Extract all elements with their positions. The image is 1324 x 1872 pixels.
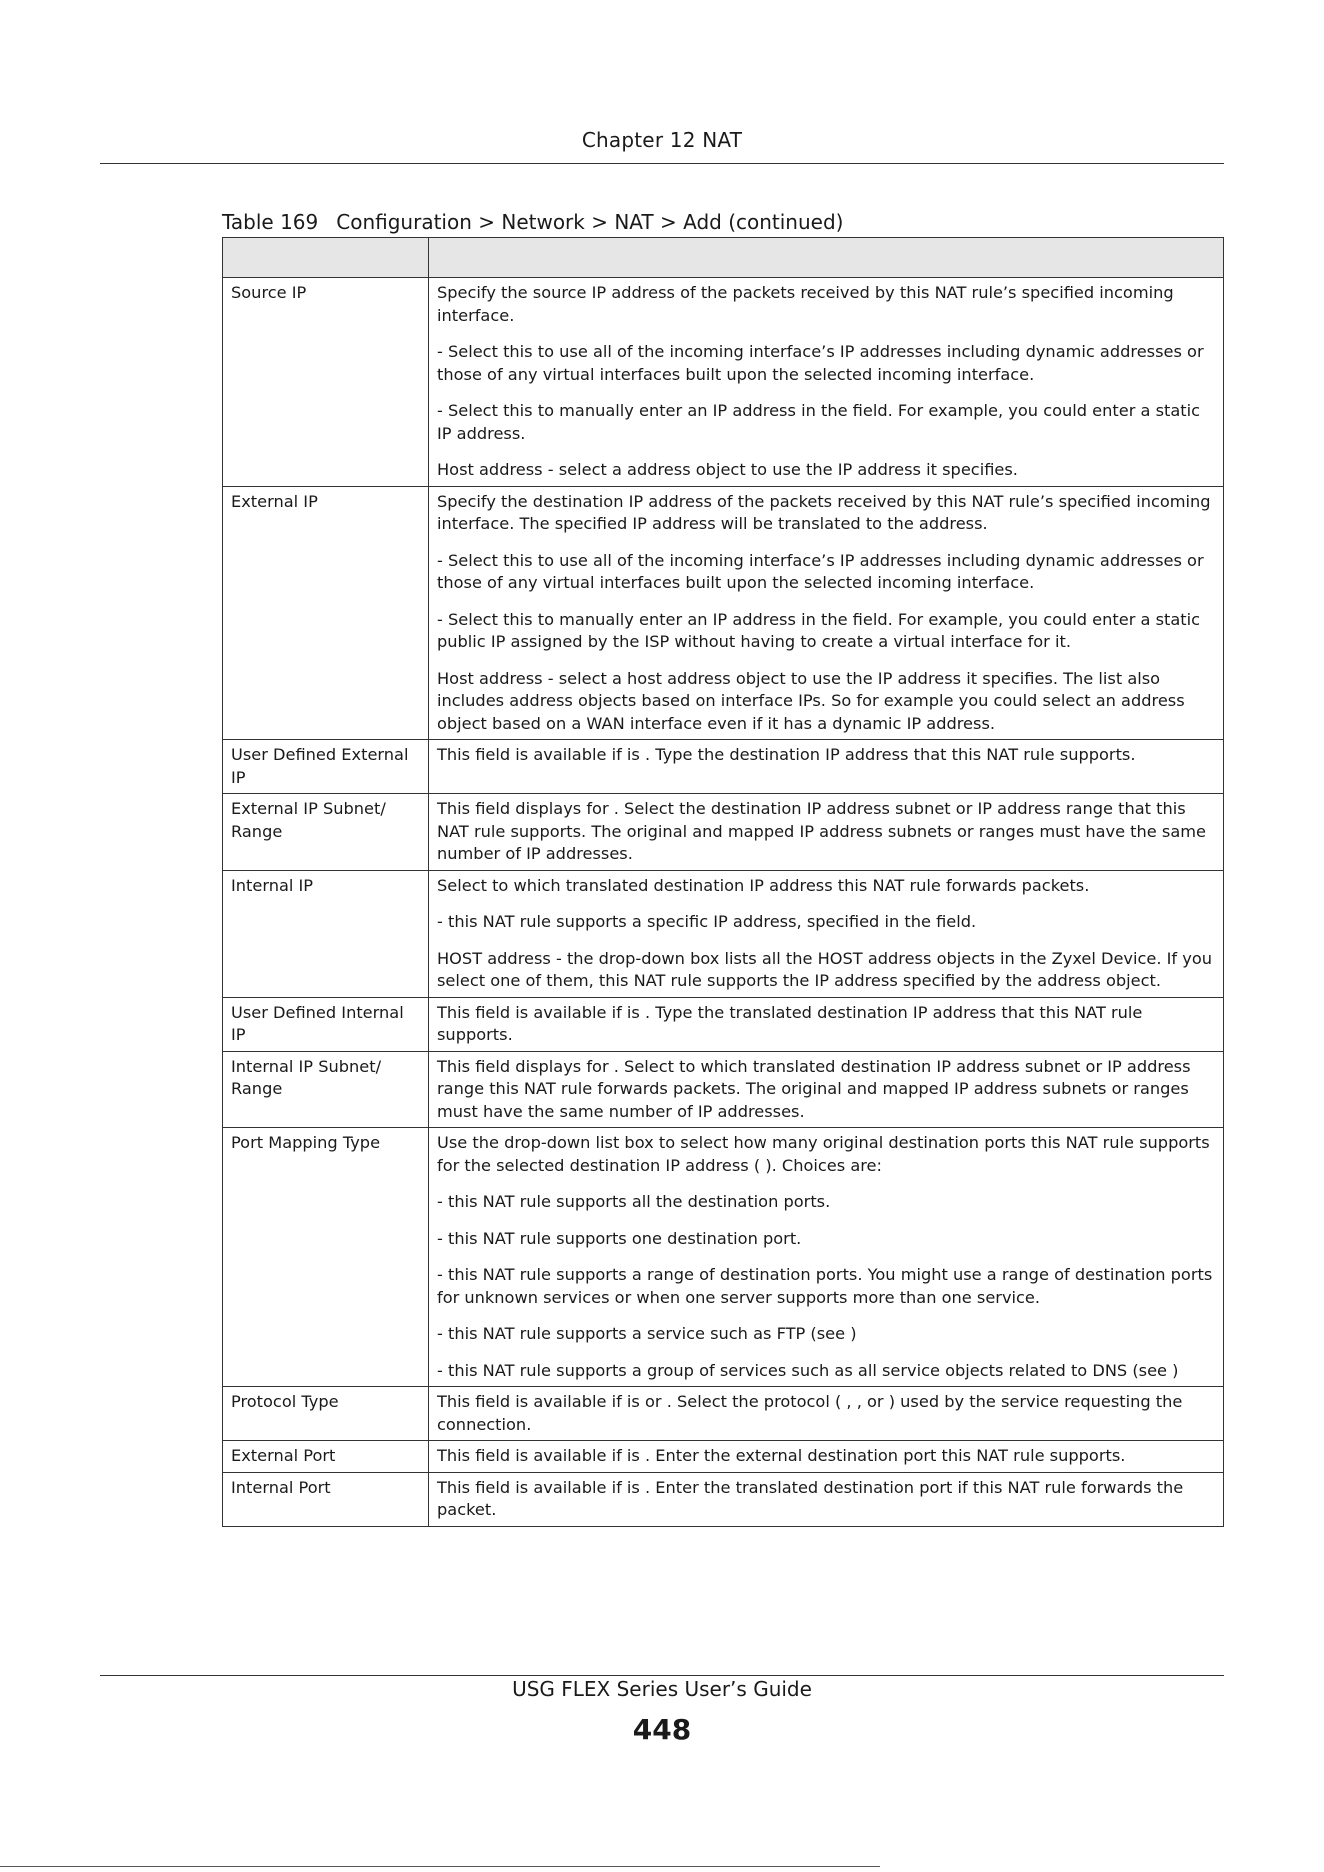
description-paragraph: This field displays for . Select the destination IP address subnet or IP address range that this NAT rule supports. The original and mapped IP address subnets or ranges must have the same number of IP addresses. — [437, 799, 1206, 863]
description-paragraph: Specify the destination IP address of the packets received by this NAT rule’s specified incoming interface. The specified IP address will be translated to the address. — [437, 491, 1211, 533]
field-description — [429, 1441, 1224, 1473]
footer-divider — [100, 1675, 1224, 1676]
field-label: User Defined Internal IP — [223, 997, 429, 1051]
field-description — [429, 1051, 1224, 1128]
table-number: Table 169 — [222, 210, 319, 234]
table-header-row — [223, 238, 1224, 278]
field-description — [429, 1472, 1224, 1526]
field-label: Internal IP Subnet/ Range — [223, 1051, 429, 1128]
field-description — [429, 1128, 1224, 1387]
description-paragraph: Specify the source IP address of the packets received by this NAT rule’s specified incoming interface. — [437, 283, 1174, 325]
table-row — [223, 1387, 1224, 1441]
description-paragraph: Use the drop-down list box to select how many original destination ports this NAT rule supports for the selected destination IP address ( ). Choices are: — [437, 1133, 1210, 1175]
table-row — [223, 740, 1224, 794]
description-paragraph: - this NAT rule supports a range of destination ports. You might use a range of destination ports for unknown services or when one server supports more than one service. — [437, 1265, 1213, 1307]
guide-title: USG FLEX Series User’s Guide — [512, 1677, 812, 1701]
field-label: Source IP — [223, 278, 429, 487]
field-description — [429, 486, 1224, 740]
header-divider — [100, 163, 1224, 164]
description-paragraph: This field is available if is . Type the translated destination IP address that this NAT rule supports. — [437, 1002, 1143, 1044]
bottom-divider — [0, 1866, 880, 1867]
nat-field-table — [222, 237, 1224, 1527]
description-paragraph: - this NAT rule supports a group of services such as all service objects related to DNS (see ) — [437, 1360, 1179, 1380]
field-label: Internal Port — [223, 1472, 429, 1526]
description-paragraph: - this NAT rule supports one destination port. — [437, 1228, 802, 1248]
description-paragraph: Host address - select a address object to use the IP address it specifies. — [437, 460, 1018, 479]
chapter-header: Chapter 12 NAT — [581, 128, 743, 152]
description-paragraph: - Select this to manually enter an IP address in the field. For example, you could enter a static public IP assigned by the ISP without having to create a virtual interface for it. — [437, 609, 1201, 651]
table-body — [223, 278, 1224, 1527]
description-paragraph: This field is available if is or . Select the protocol ( , , or ) used by the service requesting the connection. — [437, 1392, 1183, 1434]
description-paragraph: - this NAT rule supports a service such as FTP (see ) — [437, 1324, 857, 1343]
header-cell-description — [429, 238, 1224, 278]
field-description — [429, 278, 1224, 487]
description-paragraph: This field is available if is . Type the destination IP address that this NAT rule supports. — [437, 745, 1136, 764]
description-paragraph: Select to which translated destination IP address this NAT rule forwards packets. — [437, 875, 1090, 895]
header-cell-label — [223, 238, 429, 278]
description-paragraph: This field is available if is . Enter the external destination port this NAT rule supports. — [437, 1446, 1126, 1465]
field-label: External IP Subnet/ Range — [223, 794, 429, 871]
table-row — [223, 997, 1224, 1051]
description-paragraph: This field displays for . Select to which translated destination IP address subnet or IP address range this NAT rule forwards packets. The original and mapped IP address subnets or ranges must have the same number of IP addresses. — [437, 1056, 1191, 1121]
page-number: 448 — [632, 1713, 692, 1746]
field-description — [429, 997, 1224, 1051]
table-row — [223, 1472, 1224, 1526]
field-description — [429, 740, 1224, 794]
field-description — [429, 794, 1224, 871]
table-row — [223, 1441, 1224, 1473]
field-description — [429, 1387, 1224, 1441]
table-row — [223, 486, 1224, 740]
table-row — [223, 794, 1224, 871]
field-label: Internal IP — [223, 870, 429, 997]
table-title: Configuration > Network > NAT > Add (continued) — [336, 210, 844, 234]
table-row — [223, 278, 1224, 487]
description-paragraph: This field is available if is . Enter the translated destination port if this NAT rule forwards the packet. — [437, 1477, 1184, 1519]
description-paragraph: - Select this to manually enter an IP address in the field. For example, you could enter a static IP address. — [437, 401, 1201, 443]
table-caption — [222, 210, 843, 234]
description-paragraph: Host address - select a host address object to use the IP address it specifies. The list also includes address objects based on interface IPs. So for example you could select an address object based on a WAN interface even if it has a dynamic IP address. — [437, 668, 1185, 733]
field-label: Protocol Type — [223, 1387, 429, 1441]
field-label: External Port — [223, 1441, 429, 1473]
description-paragraph: HOST address - the drop-down box lists all the HOST address objects in the Zyxel Device. If you select one of them, this NAT rule supports the IP address specified by the address object. — [437, 948, 1213, 990]
description-paragraph: - Select this to use all of the incoming interface’s IP addresses including dynamic addresses or those of any virtual interfaces built upon the selected incoming interface. — [437, 342, 1204, 384]
description-paragraph: - Select this to use all of the incoming interface’s IP addresses including dynamic addresses or those of any virtual interfaces built upon the selected incoming interface. — [437, 550, 1204, 592]
table-row — [223, 870, 1224, 997]
field-label: External IP — [223, 486, 429, 740]
field-description — [429, 870, 1224, 997]
table-row — [223, 1128, 1224, 1387]
field-label: Port Mapping Type — [223, 1128, 429, 1387]
description-paragraph: - this NAT rule supports a specific IP address, specified in the field. — [437, 912, 977, 931]
description-paragraph: - this NAT rule supports all the destination ports. — [437, 1192, 831, 1211]
table-row — [223, 1051, 1224, 1128]
field-label: User Defined External IP — [223, 740, 429, 794]
